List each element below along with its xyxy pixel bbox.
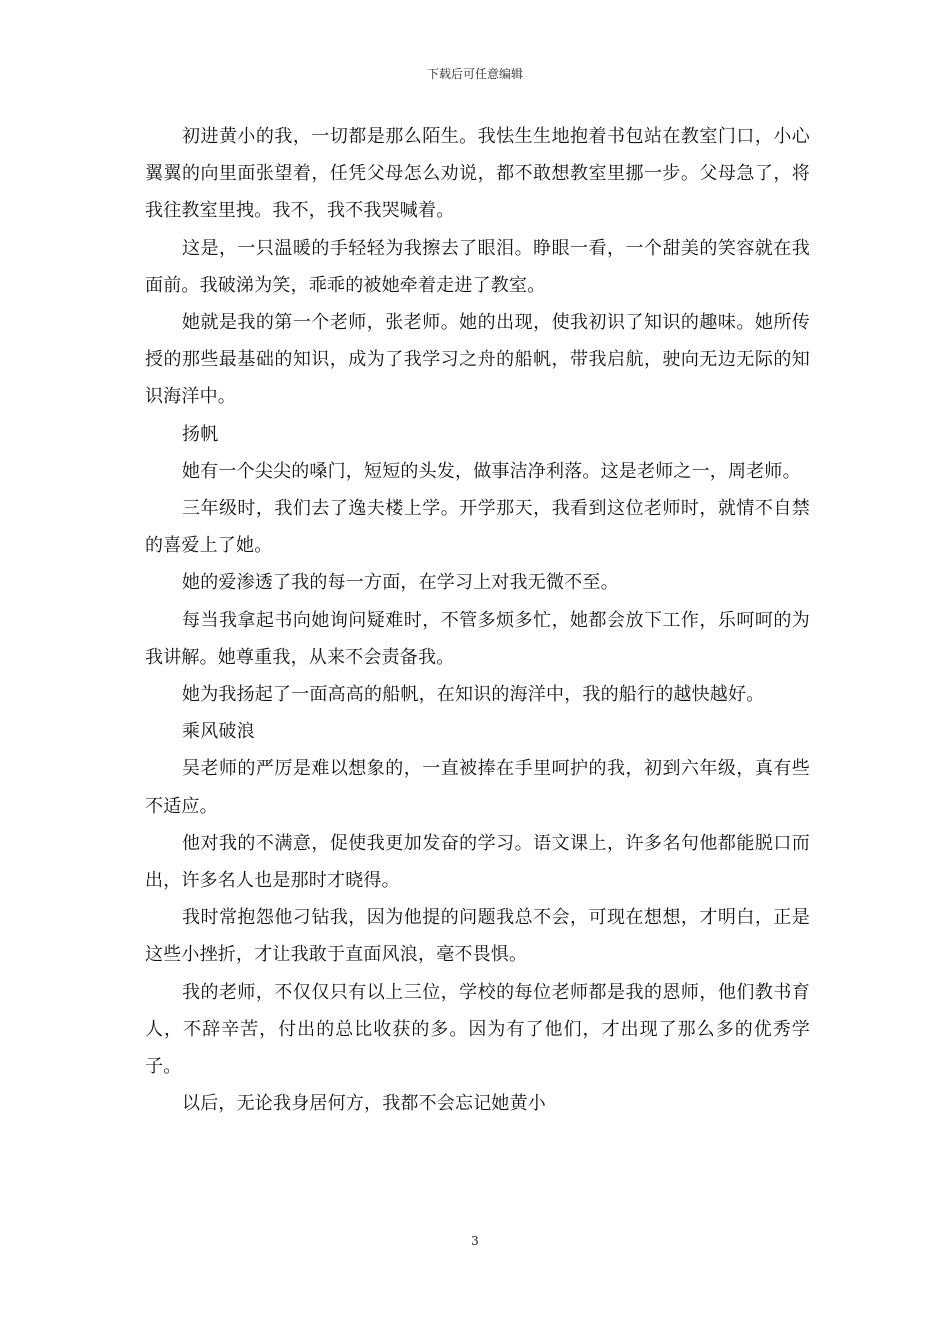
section-heading: 乘风破浪 [182,721,255,743]
page-number: 3 [471,1234,479,1248]
paragraph: 吴老师的严厉是难以想象的，一直被捧在手里呵护的我，初到六年级，真有些不适应。 [145,758,810,817]
paragraph: 我的老师，不仅仅只有以上三位，学校的每位老师都是我的恩师，他们教书育人，不辞辛苦，付出的总比收获的多。因为有了他们，才出现了那么多的优秀学子。 [145,981,810,1078]
paragraph: 我时常抱怨他刁钻我，因为他提的问题我总不会，可现在想想，才明白，正是这些小挫折，才让我敢于直面风浪，毫不畏惧。 [145,907,810,966]
paragraph: 她为我扬起了一面高高的船帆，在知识的海洋中，我的船行的越快越好。 [182,684,765,706]
paragraph: 她的爱渗透了我的每一方面，在学习上对我无微不至。 [182,572,619,594]
document-body [145,118,810,1122]
paragraph: 初进黄小的我，一切都是那么陌生。我怯生生地抱着书包站在教室门口，小心翼翼的向里面张望着，任凭父母怎么劝说，都不敢想教室里挪一步。父母急了，将我往教室里拽。我不，我不我哭喊着。 [145,126,810,222]
paragraph: 以后，无论我身居何方，我都不会忘记她黄小 [182,1093,546,1115]
section-heading: 扬帆 [182,423,219,445]
paragraph: 这是，一只温暖的手轻轻为我擦去了眼泪。睁眼一看，一个甜美的笑容就在我面前。我破涕为笑，乖乖的被她牵着走进了教室。 [145,237,810,296]
paragraph: 她有一个尖尖的嗓门，短短的头发，做事洁净利落。这是老师之一，周老师。 [182,460,801,482]
paragraph: 她就是我的第一个老师，张老师。她的出现，使我初识了知识的趣味。她所传授的那些最基础的知识，成为了我学习之舟的船帆，带我启航，驶向无边无际的知识海洋中。 [145,312,810,408]
page-header: 下载后可任意编辑 [426,67,523,81]
paragraph: 他对我的不满意，促使我更加发奋的学习。语文课上，许多名句他都能脱口而出，许多名人也是那时才晓得。 [145,832,810,892]
paragraph: 每当我拿起书向她询问疑难时，不管多烦多忙，她都会放下工作，乐呵呵的为我讲解。她尊重我，从来不会责备我。 [145,609,810,668]
paragraph: 三年级时，我们去了逸夫楼上学。开学那天，我看到这位老师时，就情不自禁的喜爱上了她。 [145,498,810,557]
